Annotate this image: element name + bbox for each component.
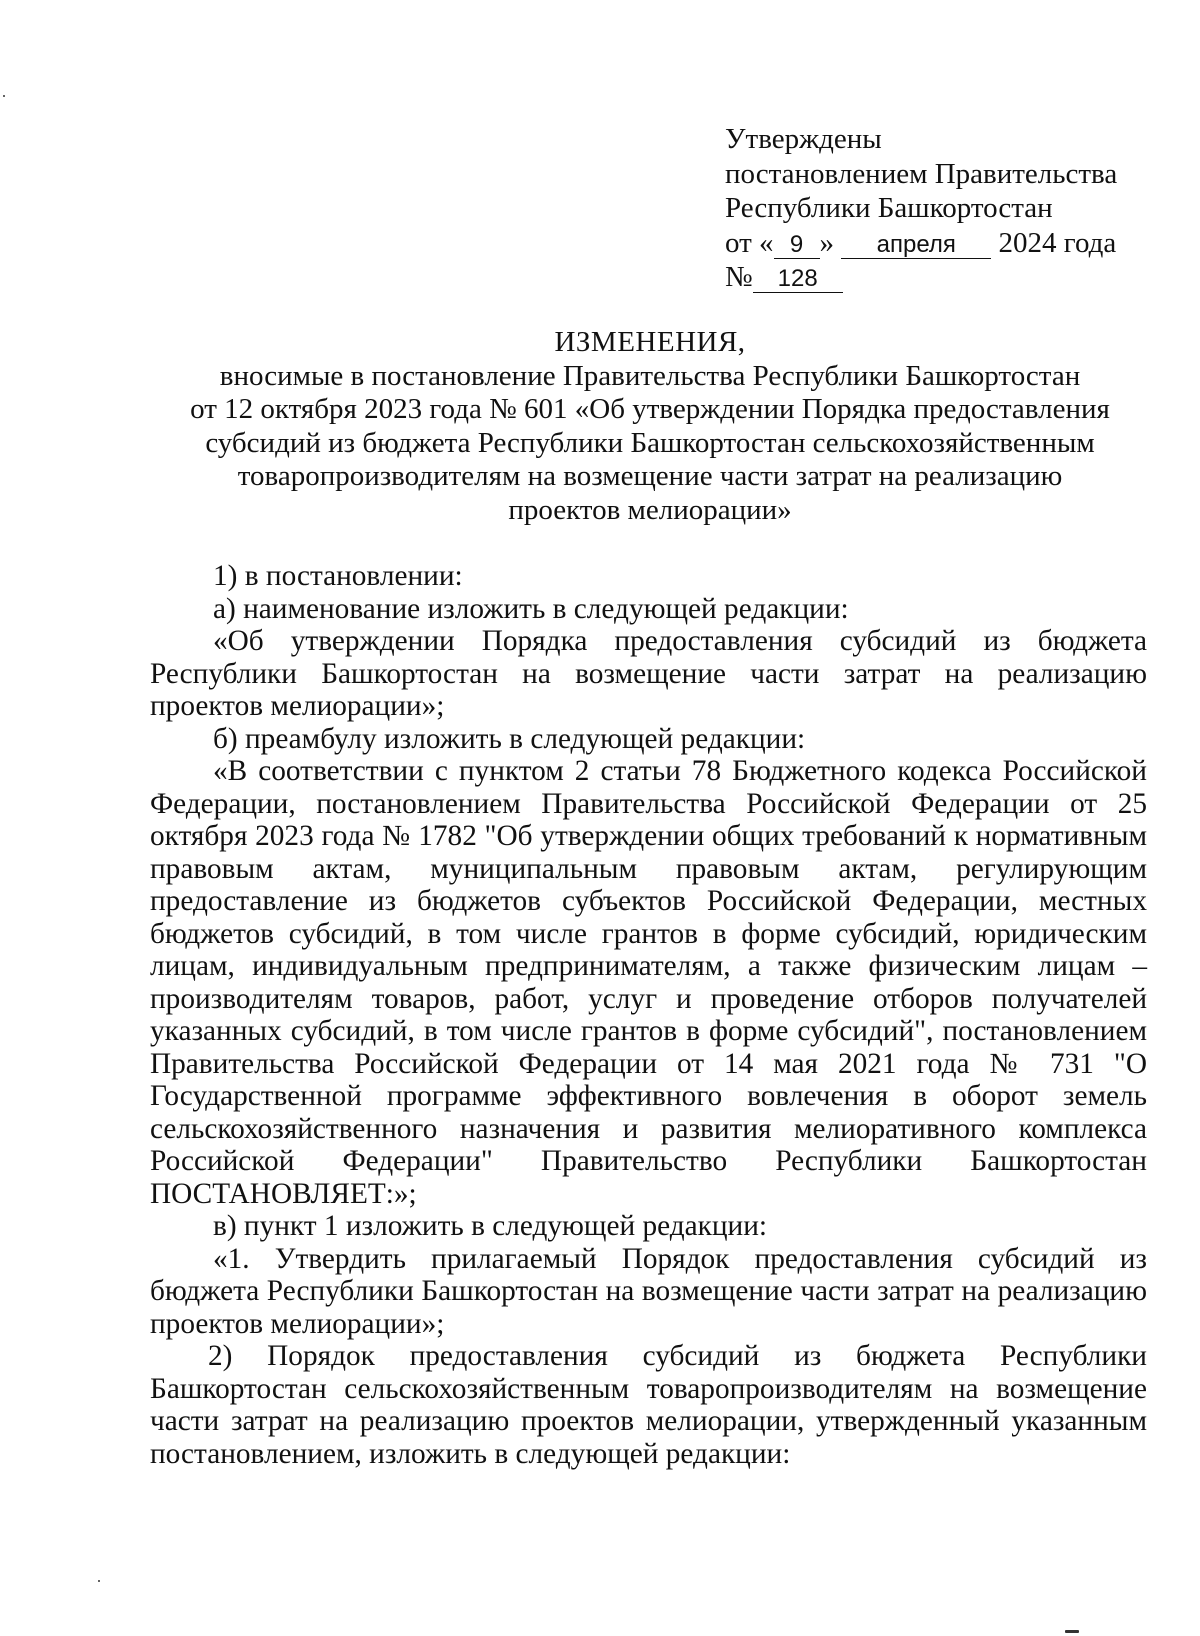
date-prefix: от « [725, 226, 774, 259]
title-heading: ИЗМЕНЕНИЯ, [554, 326, 746, 358]
approval-date-line [725, 226, 1117, 261]
paragraph-4: б) преамбулу изложить в следующей редакции: [213, 722, 806, 755]
date-year: 2024 года [998, 226, 1117, 259]
title-line-2: от 12 октября 2023 года № 601 «Об утверждении Порядка предоставления [190, 393, 1110, 425]
approval-block [725, 122, 1117, 295]
paragraph-2: а) наименование изложить в следующей редакции: [213, 592, 849, 625]
date-day: 9 [774, 232, 820, 259]
paragraph-8: 2) Порядок предоставления субсидий из бюджета Республики Башкортостан сельскохозяйственным товаропроизводителям на возмещение части затрат на реализацию проектов мелиорации, утвержденный указанным постановлением, изложить в следующей редакции: [150, 1340, 1147, 1470]
title-line-5: проектов мелиорации» [508, 493, 792, 526]
paragraph-3: «Об утверждении Порядка предоставления субсидий из бюджета Республики Башкортостан на возмещение части затрат на реализацию проектов мелиорации»; [150, 625, 1147, 722]
paragraph-5: «В соответствии с пунктом 2 статьи 78 Бюджетного кодекса Российской Федерации, постановлением Правительства Российской Федерации от 25 октября 2023 года № 1782 "Об утверждении общих требований к нормативным правовым актам, муниципальным правовым актам, регулирующим предоставление из бюджетов субъектов Российской Федерации, местных бюджетов субсидий, в том числе грантов в форме субсидий, юридическим лицам, индивидуальным предпринимателям, а также физическим лицам – производителям товаров, работ, услуг и проведение отборов получателей указанных субсидий, в том числе грантов в форме субсидий", постановлением Правительства Российской Федерации от 14 мая 2021 года № 731 "О Государственной программе эффективного вовлечения в оборот земель сельскохозяйственного назначения и развития мелиоративного комплекса Российской Федерации" Правительство Республики Башкортостан ПОСТАНОВЛЯЕТ:»; [150, 755, 1147, 1210]
date-mid: » [819, 226, 835, 259]
scan-speck [1065, 1630, 1079, 1633]
decree-number: 128 [753, 266, 843, 293]
approval-line-3: Республики Башкортостан [725, 192, 1053, 224]
title-line-3: субсидий из бюджета Республики Башкортостан сельскохозяйственным [205, 426, 1095, 459]
number-prefix: № [725, 261, 753, 293]
document-body [150, 560, 1147, 1470]
paragraph-6: в) пункт 1 изложить в следующей редакции: [213, 1210, 768, 1242]
title-line-1: вносимые в постановление Правительства Республики Башкортостан [219, 359, 1081, 392]
paragraph-7: «1. Утвердить прилагаемый Порядок предоставления субсидий из бюджета Республики Башкортостан на возмещение части затрат на реализацию проектов мелиорации»; [150, 1242, 1147, 1340]
scan-speck [98, 1580, 100, 1582]
approval-number-line [725, 260, 1117, 295]
approval-line-2: постановлением Правительства [725, 157, 1118, 190]
date-month: апреля [841, 232, 991, 259]
approval-line-1: Утверждены [725, 123, 882, 155]
paragraph-1: 1) в постановлении: [213, 560, 463, 592]
document-title [150, 326, 1150, 527]
title-line-4: товаропроизводителям на возмещение части затрат на реализацию [237, 460, 1063, 492]
scan-speck [3, 95, 5, 97]
